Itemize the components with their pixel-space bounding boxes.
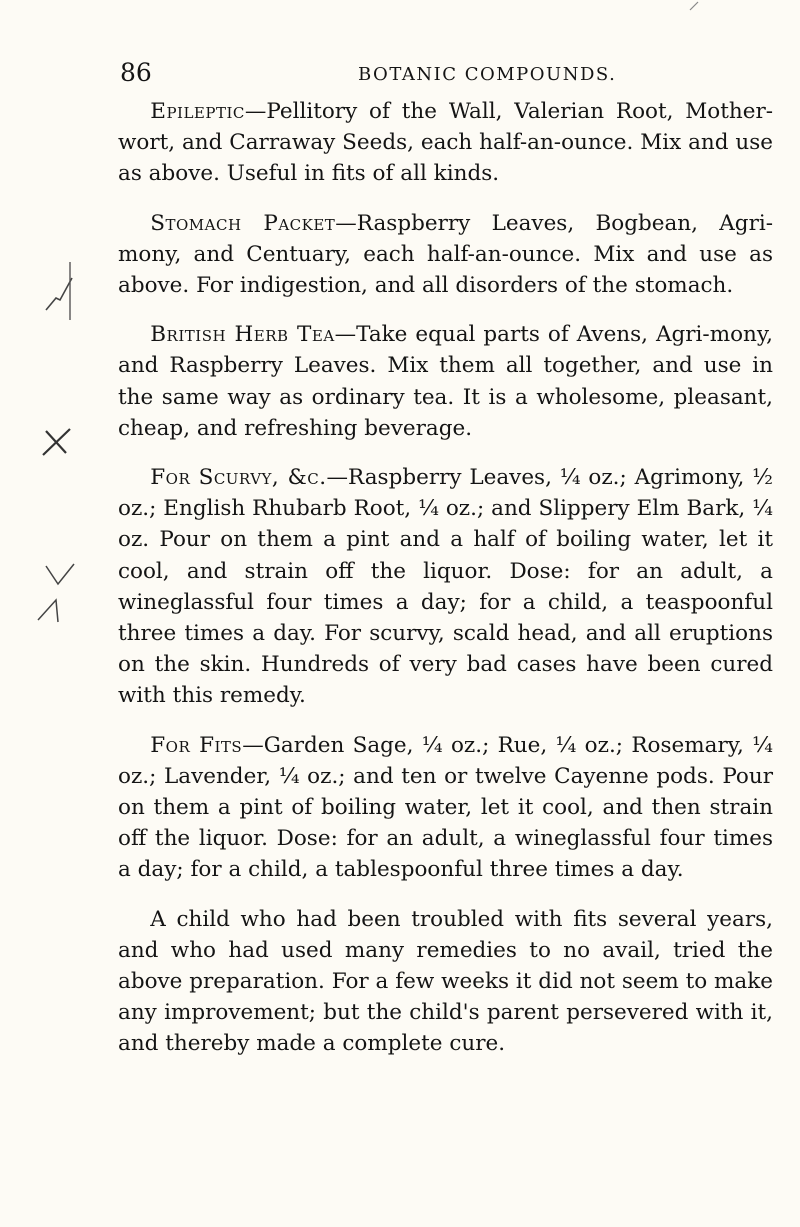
recipe-heading: For Scurvy, &c. <box>150 465 327 491</box>
recipe-heading: For Fits <box>150 732 243 758</box>
paragraph-testimonial <box>118 904 773 1060</box>
handwritten-check-icon <box>36 560 76 626</box>
handwritten-check-icon <box>44 258 74 328</box>
paragraph-british-herb-tea <box>118 319 773 444</box>
recipe-text: —Garden Sage, ¼ oz.; Rue, ¼ oz.; Rosemary, ¼ oz.; Lavender, ¼ oz.; and ten or twelve Cayenne pods. Pour on them a pint of boiling water, let it cool, and then strain off the liquor. Dose: for an adult, a wineglassful four times a day; for a child, a tablespoonful three times a day. <box>118 732 774 883</box>
recipe-text: —Take equal parts of Avens, Agri-mony, and Raspberry Leaves. Mix them all together, and use in the same way as ordinary tea. It is a wholesome, pleasant, cheap, and refreshing beverage. <box>118 322 773 441</box>
handwritten-cross-icon <box>40 425 74 459</box>
paragraph-stomach-packet <box>118 208 773 302</box>
running-head: BOTANIC COMPOUNDS. <box>358 64 617 85</box>
recipe-heading: Stomach Packet <box>150 210 336 236</box>
recipe-heading: Epileptic <box>150 99 245 124</box>
recipe-text: —Pellitory of the Wall, Valerian Root, Mother-wort, and Carraway Seeds, each half-an-ounce. Mix and use as above. Useful in fits of all kinds. <box>118 99 773 187</box>
body-text <box>118 96 773 1078</box>
pencil-mark-top-icon <box>640 0 700 20</box>
recipe-text: —Raspberry Leaves, Bogbean, Agri-mony, and Centuary, each half-an-ounce. Mix and use as above. For indigestion, and all disorders of the stomach. <box>118 210 773 299</box>
paragraph-epileptic <box>118 96 773 190</box>
recipe-text: —Raspberry Leaves, ¼ oz.; Agrimony, ½ oz.; English Rhubarb Root, ¼ oz.; and Slippery Elm Bark, ¼ oz. Pour on them a pint and a half of boiling water, let it cool, and strain off the liquor. Dose: for an adult, a wineglassful four times a day; for a child, a teaspoonful three times a day. For scurvy, scald head, and all eruptions on the skin. Hundreds of very bad cases have been cured with this remedy. <box>118 465 773 709</box>
recipe-heading: British Herb Tea <box>150 322 335 348</box>
paragraph-scurvy <box>118 462 773 712</box>
page-header <box>118 58 738 88</box>
paragraph-fits <box>118 730 773 886</box>
testimonial-text: A child who had been troubled with fits several years, and who had used many remedies to no avail, tried the above preparation. For a few weeks it did not seem to make any improvement; but the child's parent persevered with it, and thereby made a complete cure. <box>118 906 773 1057</box>
page-number: 86 <box>120 58 152 87</box>
